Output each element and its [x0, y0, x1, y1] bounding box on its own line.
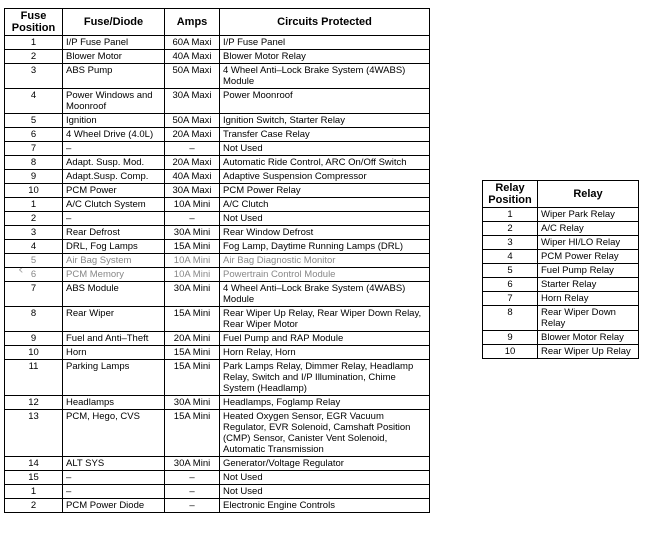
circuits-cell: Headlamps, Foglamp Relay — [220, 396, 430, 410]
fuse-position-cell: 12 — [5, 396, 63, 410]
fuse-name-cell: ABS Pump — [63, 64, 165, 89]
fuse-name-cell: Air Bag System — [63, 254, 165, 268]
fuse-position-cell: 1 — [5, 36, 63, 50]
fuse-name-cell: – — [63, 471, 165, 485]
table-row — [5, 170, 430, 184]
amps-cell: 15A Mini — [165, 410, 220, 457]
fuse-position-cell: 6 — [5, 268, 63, 282]
header-fuse-diode: Fuse/Diode — [63, 9, 165, 36]
amps-cell: – — [165, 142, 220, 156]
relay-name-cell: Wiper HI/LO Relay — [538, 236, 639, 250]
amps-cell: 30A Maxi — [165, 184, 220, 198]
table-row — [483, 208, 639, 222]
table-row — [5, 457, 430, 471]
amps-cell: – — [165, 485, 220, 499]
fuse-name-cell: Parking Lamps — [63, 360, 165, 396]
fuse-position-cell: 5 — [5, 254, 63, 268]
amps-cell: 15A Mini — [165, 240, 220, 254]
fuse-name-cell: ABS Module — [63, 282, 165, 307]
relay-name-cell: Starter Relay — [538, 278, 639, 292]
header-amps: Amps — [165, 9, 220, 36]
fuse-position-cell: 1 — [5, 198, 63, 212]
table-row — [5, 268, 430, 282]
table-row — [483, 264, 639, 278]
fuse-name-cell: Horn — [63, 346, 165, 360]
table-row — [5, 410, 430, 457]
fuse-position-cell: 1 — [5, 485, 63, 499]
fuse-position-cell: 8 — [5, 156, 63, 170]
circuits-cell: A/C Clutch — [220, 198, 430, 212]
relay-name-cell: Wiper Park Relay — [538, 208, 639, 222]
table-row — [5, 50, 430, 64]
fuse-name-cell: PCM Power Diode — [63, 499, 165, 513]
table-row — [5, 360, 430, 396]
amps-cell: 30A Maxi — [165, 89, 220, 114]
table-row — [5, 156, 430, 170]
table-row — [5, 184, 430, 198]
fuse-name-cell: Power Windows and Moonroof — [63, 89, 165, 114]
fuse-table-header — [5, 9, 430, 36]
amps-cell: 30A Mini — [165, 457, 220, 471]
table-row — [5, 485, 430, 499]
header-relay-position: Relay Position — [483, 181, 538, 208]
circuits-cell: Rear Wiper Up Relay, Rear Wiper Down Relay, Rear Wiper Motor — [220, 307, 430, 332]
circuits-cell: Fog Lamp, Daytime Running Lamps (DRL) — [220, 240, 430, 254]
table-row — [5, 332, 430, 346]
relay-name-cell: A/C Relay — [538, 222, 639, 236]
header-circuits: Circuits Protected — [220, 9, 430, 36]
fuse-position-cell: 2 — [5, 212, 63, 226]
circuits-cell: 4 Wheel Anti–Lock Brake System (4WABS) Module — [220, 282, 430, 307]
amps-cell: 20A Mini — [165, 332, 220, 346]
fuse-position-cell: 8 — [5, 307, 63, 332]
fuse-position-cell: 13 — [5, 410, 63, 457]
relay-position-cell: 8 — [483, 306, 538, 331]
fuse-position-cell: 9 — [5, 332, 63, 346]
circuits-cell: Power Moonroof — [220, 89, 430, 114]
circuits-cell: Transfer Case Relay — [220, 128, 430, 142]
table-row — [483, 236, 639, 250]
header-fuse-position: Fuse Position — [5, 9, 63, 36]
amps-cell: – — [165, 212, 220, 226]
circuits-cell: I/P Fuse Panel — [220, 36, 430, 50]
amps-cell: 10A Mini — [165, 198, 220, 212]
circuits-cell: Not Used — [220, 471, 430, 485]
table-row — [483, 278, 639, 292]
circuits-cell: Fuel Pump and RAP Module — [220, 332, 430, 346]
fuse-name-cell: PCM Power — [63, 184, 165, 198]
relay-table-header — [483, 181, 639, 208]
circuits-cell: Horn Relay, Horn — [220, 346, 430, 360]
fuse-position-cell: 3 — [5, 64, 63, 89]
fuse-position-cell: 7 — [5, 282, 63, 307]
fuse-name-cell: I/P Fuse Panel — [63, 36, 165, 50]
relay-table — [482, 180, 639, 359]
circuits-cell: Not Used — [220, 212, 430, 226]
table-row — [5, 282, 430, 307]
fuse-name-cell: 4 Wheel Drive (4.0L) — [63, 128, 165, 142]
table-row — [5, 198, 430, 212]
table-row — [483, 306, 639, 331]
amps-cell: 30A Mini — [165, 226, 220, 240]
fuse-name-cell: Adapt. Susp. Mod. — [63, 156, 165, 170]
amps-cell: 20A Maxi — [165, 128, 220, 142]
relay-position-cell: 1 — [483, 208, 538, 222]
table-row — [483, 292, 639, 306]
table-row — [483, 222, 639, 236]
circuits-cell: PCM Power Relay — [220, 184, 430, 198]
circuits-cell: Generator/Voltage Regulator — [220, 457, 430, 471]
amps-cell: 30A Mini — [165, 282, 220, 307]
table-row — [5, 64, 430, 89]
fuse-position-cell: 2 — [5, 50, 63, 64]
circuits-cell: Park Lamps Relay, Dimmer Relay, Headlamp Relay, Switch and I/P Illumination, Chime System (Headlamp) — [220, 360, 430, 396]
fuse-name-cell: Rear Defrost — [63, 226, 165, 240]
circuits-cell: Rear Window Defrost — [220, 226, 430, 240]
amps-cell: 40A Maxi — [165, 170, 220, 184]
relay-position-cell: 7 — [483, 292, 538, 306]
table-row — [5, 142, 430, 156]
fuse-name-cell: – — [63, 212, 165, 226]
fuse-position-cell: 3 — [5, 226, 63, 240]
fuse-position-cell: 5 — [5, 114, 63, 128]
circuits-cell: Air Bag Diagnostic Monitor — [220, 254, 430, 268]
circuits-cell: Not Used — [220, 485, 430, 499]
table-row — [5, 346, 430, 360]
fuse-position-cell: 14 — [5, 457, 63, 471]
amps-cell: 60A Maxi — [165, 36, 220, 50]
table-row — [5, 396, 430, 410]
circuits-cell: 4 Wheel Anti–Lock Brake System (4WABS) Module — [220, 64, 430, 89]
amps-cell: 50A Maxi — [165, 64, 220, 89]
table-row — [5, 307, 430, 332]
circuits-cell: Ignition Switch, Starter Relay — [220, 114, 430, 128]
amps-cell: 30A Mini — [165, 396, 220, 410]
fuse-position-cell: 10 — [5, 346, 63, 360]
table-row — [5, 114, 430, 128]
fuse-position-cell: 11 — [5, 360, 63, 396]
amps-cell: 10A Mini — [165, 254, 220, 268]
table-row — [483, 250, 639, 264]
relay-position-cell: 5 — [483, 264, 538, 278]
table-row — [5, 212, 430, 226]
relay-name-cell: PCM Power Relay — [538, 250, 639, 264]
amps-cell: 50A Maxi — [165, 114, 220, 128]
fuse-position-cell: 7 — [5, 142, 63, 156]
relay-name-cell: Blower Motor Relay — [538, 331, 639, 345]
fuse-name-cell: Adapt.Susp. Comp. — [63, 170, 165, 184]
fuse-position-cell: 15 — [5, 471, 63, 485]
fuse-name-cell: Headlamps — [63, 396, 165, 410]
amps-cell: 10A Mini — [165, 268, 220, 282]
table-row — [5, 36, 430, 50]
fuse-name-cell: Rear Wiper — [63, 307, 165, 332]
circuits-cell: Heated Oxygen Sensor, EGR Vacuum Regulator, EVR Solenoid, Camshaft Position (CMP) Sensor, Canister Vent Solenoid, Automatic Transmission — [220, 410, 430, 457]
fuse-name-cell: A/C Clutch System — [63, 198, 165, 212]
amps-cell: – — [165, 499, 220, 513]
fuse-name-cell: Blower Motor — [63, 50, 165, 64]
circuits-cell: Automatic Ride Control, ARC On/Off Switch — [220, 156, 430, 170]
table-row — [483, 331, 639, 345]
table-row — [5, 254, 430, 268]
circuits-cell: Blower Motor Relay — [220, 50, 430, 64]
header-relay: Relay — [538, 181, 639, 208]
relay-position-cell: 9 — [483, 331, 538, 345]
table-row — [5, 499, 430, 513]
fuse-table — [4, 8, 430, 513]
fuse-position-cell: 10 — [5, 184, 63, 198]
amps-cell: 15A Mini — [165, 346, 220, 360]
fuse-position-cell: 2 — [5, 499, 63, 513]
amps-cell: – — [165, 471, 220, 485]
table-row — [5, 240, 430, 254]
relay-position-cell: 2 — [483, 222, 538, 236]
fuse-name-cell: PCM Memory — [63, 268, 165, 282]
fuse-position-cell: 4 — [5, 240, 63, 254]
circuits-cell: Adaptive Suspension Compressor — [220, 170, 430, 184]
relay-position-cell: 10 — [483, 345, 538, 359]
fuse-position-cell: 4 — [5, 89, 63, 114]
table-row — [5, 89, 430, 114]
fuse-name-cell: Ignition — [63, 114, 165, 128]
fuse-position-cell: 9 — [5, 170, 63, 184]
table-row — [5, 226, 430, 240]
amps-cell: 15A Mini — [165, 307, 220, 332]
table-row — [5, 471, 430, 485]
circuits-cell: Powertrain Control Module — [220, 268, 430, 282]
fuse-name-cell: Fuel and Anti–Theft — [63, 332, 165, 346]
relay-name-cell: Horn Relay — [538, 292, 639, 306]
circuits-cell: Not Used — [220, 142, 430, 156]
amps-cell: 15A Mini — [165, 360, 220, 396]
relay-position-cell: 3 — [483, 236, 538, 250]
amps-cell: 20A Maxi — [165, 156, 220, 170]
fuse-name-cell: – — [63, 142, 165, 156]
chevron-left-icon[interactable]: ‹ — [18, 262, 24, 278]
fuse-name-cell: ALT SYS — [63, 457, 165, 471]
circuits-cell: Electronic Engine Controls — [220, 499, 430, 513]
relay-position-cell: 6 — [483, 278, 538, 292]
relay-name-cell: Rear Wiper Up Relay — [538, 345, 639, 359]
fuse-name-cell: DRL, Fog Lamps — [63, 240, 165, 254]
relay-name-cell: Rear Wiper Down Relay — [538, 306, 639, 331]
amps-cell: 40A Maxi — [165, 50, 220, 64]
fuse-name-cell: PCM, Hego, CVS — [63, 410, 165, 457]
relay-position-cell: 4 — [483, 250, 538, 264]
table-row — [5, 128, 430, 142]
relay-name-cell: Fuel Pump Relay — [538, 264, 639, 278]
fuse-position-cell: 6 — [5, 128, 63, 142]
table-row — [483, 345, 639, 359]
fuse-name-cell: – — [63, 485, 165, 499]
